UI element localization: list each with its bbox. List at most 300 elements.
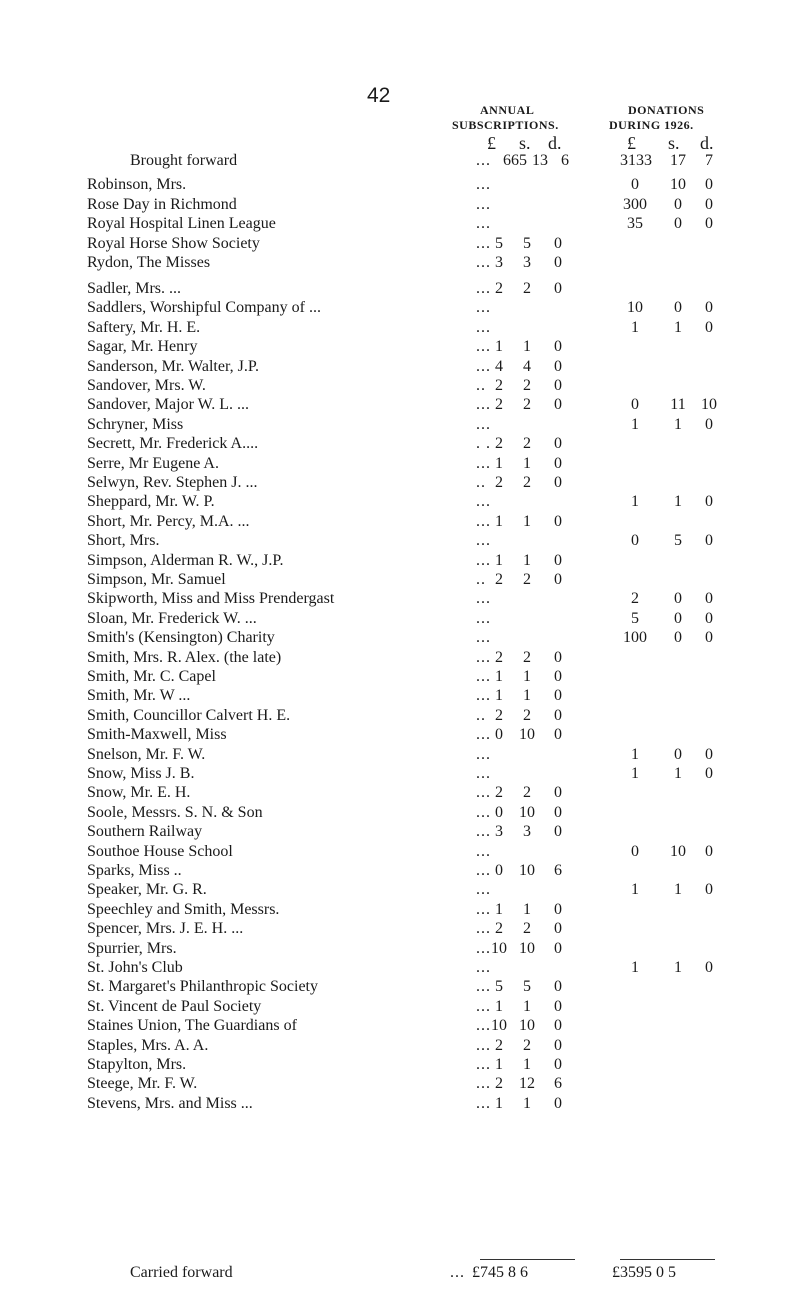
annual-pence: 0 [554, 512, 562, 530]
list-item [0, 1056, 800, 1076]
subscriber-name: Sandover, Mrs. W. [87, 377, 206, 394]
leader-dots: ... [476, 215, 491, 232]
annual-pence: 6 [554, 1075, 562, 1093]
annual-pounds: 0 [495, 862, 503, 879]
subscriber-name: Smith, Mr. C. Capel [87, 668, 216, 685]
subscriber-name: Southoe House School [87, 842, 233, 860]
annual-shillings: 1 [523, 1056, 531, 1073]
subscriber-name: Sandover, Major W. L. ... [87, 396, 250, 414]
leader-dots: ... [476, 152, 491, 169]
donation-pence: 0 [705, 745, 713, 763]
leader-dots: . . [476, 435, 491, 453]
annual-pence: 0 [554, 939, 562, 957]
list-item [0, 254, 800, 274]
annual-pence: 0 [554, 706, 562, 724]
list-item [0, 1075, 800, 1095]
list-item [0, 532, 800, 552]
list-item [0, 1037, 800, 1057]
annual-shillings: 10 [519, 1017, 535, 1035]
donation-pence: 0 [705, 629, 713, 647]
annual-pence: 0 [554, 357, 562, 375]
annual-pence: 0 [554, 280, 562, 297]
donation-pounds: 0 [631, 532, 639, 550]
annual-pence: 0 [554, 377, 562, 394]
annual-pounds: 2 [495, 920, 503, 938]
leader-dots: ... [476, 176, 491, 193]
annual-pounds: 2 [495, 706, 503, 724]
donation-pence: 0 [705, 299, 713, 317]
annual-pounds: 0 [495, 803, 503, 821]
subscriber-name: Sanderson, Mr. Walter, J.P. [87, 357, 259, 375]
list-item [0, 843, 800, 863]
list-item [0, 804, 800, 824]
annual-pound-header: £ [487, 133, 496, 153]
list-item [0, 746, 800, 766]
subscriber-name: Snelson, Mr. F. W. [87, 745, 206, 763]
annual-shillings: 2 [523, 571, 531, 588]
leader-dots: ... [476, 280, 491, 297]
subscriber-name: Skipworth, Miss and Miss Prendergast [87, 590, 335, 608]
annual-pence: 0 [554, 920, 562, 938]
carried-forward-label: Carried forward [130, 1264, 233, 1281]
donation-pence: 0 [705, 493, 713, 511]
donations-pound-header: £ [627, 133, 636, 153]
leader-dots: ... [476, 1094, 491, 1112]
annual-shillings: 13 [532, 152, 548, 169]
annual-pence: 0 [554, 784, 562, 802]
donation-shillings: 11 [670, 396, 686, 414]
leader-dots: ... [476, 726, 491, 744]
list-item [0, 687, 800, 707]
annual-shillings: 1 [523, 551, 531, 569]
leader-dots: ... [476, 687, 491, 705]
annual-pence: 0 [554, 900, 562, 918]
donation-pounds: 100 [623, 629, 647, 647]
annual-pounds: 2 [495, 377, 503, 394]
donation-shillings: 0 [674, 629, 682, 647]
annual-pounds: 2 [495, 435, 503, 453]
annual-pence: 0 [554, 1094, 562, 1112]
annual-pence: 0 [554, 1056, 562, 1073]
list-item [0, 474, 800, 494]
annual-pence: 6 [554, 862, 562, 879]
donation-shillings: 0 [674, 609, 682, 627]
leader-dots: ... [476, 842, 491, 860]
page-number: 42 [367, 84, 391, 107]
subscriber-name: Snow, Mr. E. H. [87, 784, 191, 802]
annual-pounds: 3 [495, 254, 503, 271]
list-item [0, 901, 800, 921]
annual-pence: 0 [554, 997, 562, 1015]
donation-pounds: 1 [631, 493, 639, 511]
subscriber-name: Stevens, Mrs. and Miss ... [87, 1094, 253, 1112]
subscriber-name: Short, Mr. Percy, M.A. ... [87, 512, 250, 530]
list-item [0, 784, 800, 804]
annual-pounds: 1 [495, 454, 503, 472]
annual-shilling-header: s. [519, 133, 531, 153]
annual-shillings: 1 [523, 668, 531, 685]
donation-pence: 0 [705, 532, 713, 550]
subscriber-name: Simpson, Alderman R. W., J.P. [87, 551, 284, 569]
annual-pounds: 3 [495, 823, 503, 841]
subscriber-name: Smith, Mr. W ... [87, 687, 191, 705]
subscriber-name: Sadler, Mrs. ... [87, 280, 182, 297]
donation-pounds: 1 [631, 745, 639, 763]
donation-shillings: 5 [674, 532, 682, 550]
leader-dots: ... [476, 648, 491, 666]
donation-pence: 7 [705, 152, 713, 169]
leader-dots: ... [476, 1075, 491, 1093]
subscriber-name: Selwyn, Rev. Stephen J. ... [87, 474, 258, 491]
donation-pounds: 10 [627, 299, 643, 317]
leader-dots: ... [476, 881, 491, 899]
annual-pounds: 1 [495, 1094, 503, 1112]
annual-shillings: 2 [523, 706, 531, 724]
annual-pence: 0 [554, 1017, 562, 1035]
annual-pounds: 665 [503, 152, 527, 169]
leader-dots: ... [476, 1056, 491, 1073]
leader-dots: ... [476, 920, 491, 938]
annual-pence: 0 [554, 1036, 562, 1054]
annual-pounds: 2 [495, 396, 503, 414]
donation-pounds: 0 [631, 176, 639, 193]
annual-shillings: 2 [523, 648, 531, 666]
leader-dots: ... [476, 629, 491, 647]
annual-shillings: 1 [523, 338, 531, 356]
annual-pounds: 1 [495, 551, 503, 569]
leader-dots: ... [476, 1017, 491, 1035]
list-item [0, 358, 800, 378]
list-item [0, 978, 800, 998]
donation-pence: 0 [705, 881, 713, 899]
leader-dots: ... [476, 803, 491, 821]
list-item [0, 590, 800, 610]
list-item [0, 707, 800, 727]
list-item [0, 668, 800, 688]
subscriber-name: St. Vincent de Paul Society [87, 997, 262, 1015]
subscriber-name: Speechley and Smith, Messrs. [87, 900, 280, 918]
donation-shillings: 1 [674, 493, 682, 511]
list-item [0, 881, 800, 901]
annual-shillings: 2 [523, 1036, 531, 1054]
subscriber-name: Spurrier, Mrs. [87, 939, 177, 957]
subscriber-name: Sheppard, Mr. W. P. [87, 493, 215, 511]
donation-pence: 0 [705, 765, 713, 782]
donation-shillings: 10 [670, 176, 686, 193]
annual-pence: 0 [554, 454, 562, 472]
leader-dots: ... [476, 939, 491, 957]
donation-pounds: 0 [631, 842, 639, 860]
annual-pence: 0 [554, 726, 562, 744]
list-item [0, 319, 800, 339]
leader-dots: .. [476, 571, 486, 588]
leader-dots: ... [476, 862, 491, 879]
brought-forward-label: Brought forward [130, 152, 238, 169]
leader-dots: .. [476, 377, 486, 394]
leader-dots: ... [476, 512, 491, 530]
leader-dots: ... [476, 1036, 491, 1054]
subscriber-name: Staines Union, The Guardians of [87, 1017, 297, 1035]
list-item [0, 998, 800, 1018]
annual-pence: 0 [554, 803, 562, 821]
list-item [0, 280, 800, 300]
leader-dots: ... [476, 765, 491, 782]
leader-dots: ... [476, 823, 491, 841]
annual-shillings: 10 [519, 939, 535, 957]
annual-pounds: 0 [495, 726, 503, 744]
list-item [0, 940, 800, 960]
list-item [0, 823, 800, 843]
donations-total: £3595 0 5 [612, 1264, 676, 1281]
subscriber-name: Soole, Messrs. S. N. & Son [87, 803, 263, 821]
list-item [0, 513, 800, 533]
donation-pounds: 300 [623, 195, 647, 213]
donation-pounds: 3133 [620, 152, 652, 169]
list-item [0, 435, 800, 455]
donation-pence: 0 [705, 842, 713, 860]
annual-pounds: 1 [495, 512, 503, 530]
annual-pence: 0 [554, 254, 562, 271]
subscriber-name: Steege, Mr. F. W. [87, 1075, 198, 1093]
annual-pounds: 1 [495, 900, 503, 918]
annual-pounds: 1 [495, 997, 503, 1015]
annual-pounds: 10 [491, 1017, 507, 1035]
annual-pence: 0 [554, 668, 562, 685]
donation-pence: 10 [701, 396, 717, 414]
subscriber-name: Speaker, Mr. G. R. [87, 881, 207, 899]
donation-pounds: 1 [631, 318, 639, 336]
annual-pence: 0 [554, 571, 562, 588]
donation-pence: 0 [705, 176, 713, 193]
carried-forward-row [0, 1264, 800, 1284]
annual-pounds: 1 [495, 338, 503, 356]
annual-pence: 0 [554, 978, 562, 996]
list-item [0, 299, 800, 319]
subscriber-name: Smith, Mrs. R. Alex. (the late) [87, 648, 282, 666]
subscriber-name: Sloan, Mr. Frederick W. ... [87, 609, 257, 627]
leader-dots: ... [476, 318, 491, 336]
donations-shilling-header: s. [668, 133, 680, 153]
annual-pounds: 2 [495, 280, 503, 297]
leader-dots: ... [476, 784, 491, 802]
list-item [0, 235, 800, 255]
annual-pence: 0 [554, 823, 562, 841]
leader-dots: ... [476, 254, 491, 271]
annual-pounds: 10 [491, 939, 507, 957]
annual-pounds: 2 [495, 648, 503, 666]
leader-dots: ... [476, 195, 491, 213]
annual-pence: 0 [554, 687, 562, 705]
annual-pounds: 1 [495, 1056, 503, 1073]
annual-shillings: 12 [519, 1075, 535, 1093]
annual-pounds: 2 [495, 784, 503, 802]
annual-shillings: 2 [523, 435, 531, 453]
annual-shillings: 2 [523, 377, 531, 394]
leader-dots: ... [476, 532, 491, 550]
list-item [0, 552, 800, 572]
donation-shillings: 0 [674, 215, 682, 232]
list-item [0, 215, 800, 235]
list-item [0, 571, 800, 591]
subscriber-name: Saddlers, Worshipful Company of ... [87, 299, 321, 317]
leader-dots: ... [476, 551, 491, 569]
leader-dots: .. [476, 706, 486, 724]
leader-dots: ... [476, 415, 491, 433]
leader-dots: ... [476, 609, 491, 627]
leader-dots: ... [476, 338, 491, 356]
leader-dots: ... [476, 590, 491, 608]
leader-dots: ... [476, 357, 491, 375]
list-item [0, 196, 800, 216]
leader-dots: ... [476, 959, 491, 976]
donations-total-rule [620, 1259, 715, 1260]
subscriber-name: Snow, Miss J. B. [87, 765, 195, 782]
donation-pounds: 2 [631, 590, 639, 608]
leader-dots: .. [476, 474, 486, 491]
list-item [0, 610, 800, 630]
subscriber-name: Simpson, Mr. Samuel [87, 571, 226, 588]
annual-shillings: 10 [519, 726, 535, 744]
list-item [0, 396, 800, 416]
annual-shillings: 1 [523, 1094, 531, 1112]
annual-pence: 0 [554, 551, 562, 569]
brought-forward-row [0, 152, 800, 172]
leader-dots: ... [476, 978, 491, 996]
list-item [0, 455, 800, 475]
list-item [0, 377, 800, 397]
leader-dots: ... [476, 668, 491, 685]
leader-dots: ... [450, 1264, 465, 1281]
donation-pounds: 5 [631, 609, 639, 627]
leader-dots: ... [476, 234, 491, 252]
annual-pence: 6 [561, 152, 569, 169]
donation-pence: 0 [705, 590, 713, 608]
donation-shillings: 1 [674, 959, 682, 976]
leader-dots: ... [476, 396, 491, 414]
header-subscriptions: SUBSCRIPTIONS. [452, 118, 559, 132]
donation-shillings: 0 [674, 299, 682, 317]
donation-shillings: 10 [670, 842, 686, 860]
subscriber-name: Serre, Mr Eugene A. [87, 454, 219, 472]
donation-shillings: 0 [674, 195, 682, 213]
annual-shillings: 1 [523, 687, 531, 705]
donation-pounds: 1 [631, 959, 639, 976]
annual-pence-header: d. [548, 133, 562, 153]
annual-pounds: 2 [495, 1075, 503, 1093]
subscriber-name: Royal Hospital Linen League [87, 215, 276, 232]
list-item [0, 1017, 800, 1037]
leader-dots: ... [476, 997, 491, 1015]
donation-shillings: 1 [674, 415, 682, 433]
annual-pence: 0 [554, 474, 562, 491]
donations-pence-header: d. [700, 133, 714, 153]
annual-shillings: 5 [523, 978, 531, 996]
list-item [0, 765, 800, 785]
donation-pence: 0 [705, 415, 713, 433]
annual-shillings: 3 [523, 254, 531, 271]
donation-pence: 0 [705, 215, 713, 232]
subscriber-name: Rose Day in Richmond [87, 195, 237, 213]
annual-pounds: 2 [495, 571, 503, 588]
leader-dots: ... [476, 900, 491, 918]
list-item [0, 862, 800, 882]
header-donations: DONATIONS [628, 103, 705, 117]
donation-pence: 0 [705, 959, 713, 976]
donation-shillings: 1 [674, 881, 682, 899]
donation-shillings: 1 [674, 318, 682, 336]
subscriber-name: Sparks, Miss .. [87, 862, 182, 879]
list-item [0, 726, 800, 746]
annual-shillings: 1 [523, 512, 531, 530]
annual-pence: 0 [554, 435, 562, 453]
list-item [0, 176, 800, 196]
header-during-1926: DURING 1926. [609, 118, 694, 132]
subscriber-name: Saftery, Mr. H. E. [87, 318, 201, 336]
subscriber-name: Rydon, The Misses [87, 254, 211, 271]
annual-shillings: 2 [523, 784, 531, 802]
list-item [0, 629, 800, 649]
annual-pounds: 1 [495, 687, 503, 705]
subscriber-name: Stapylton, Mrs. [87, 1056, 187, 1073]
leader-dots: ... [476, 493, 491, 511]
subscriber-name: St. John's Club [87, 959, 183, 976]
subscriber-name: St. Margaret's Philanthropic Society [87, 978, 318, 996]
annual-shillings: 1 [523, 454, 531, 472]
donation-shillings: 17 [670, 152, 686, 169]
annual-shillings: 2 [523, 474, 531, 491]
subscriber-name: Robinson, Mrs. [87, 176, 187, 193]
annual-pounds: 2 [495, 474, 503, 491]
annual-pence: 0 [554, 234, 562, 252]
list-item [0, 959, 800, 979]
annual-pounds: 4 [495, 357, 503, 375]
annual-pounds: 5 [495, 234, 503, 252]
leader-dots: ... [476, 454, 491, 472]
annual-pence: 0 [554, 648, 562, 666]
subscriber-name: Short, Mrs. [87, 532, 160, 550]
subscriber-name: Southern Railway [87, 823, 203, 841]
donation-pounds: 0 [631, 396, 639, 414]
subscriber-name: Spencer, Mrs. J. E. H. ... [87, 920, 244, 938]
donation-pounds: 1 [631, 765, 639, 782]
header-annual: ANNUAL [480, 103, 535, 117]
annual-total: £745 8 6 [472, 1264, 528, 1281]
annual-pence: 0 [554, 396, 562, 414]
annual-pounds: 1 [495, 668, 503, 685]
list-item [0, 338, 800, 358]
annual-shillings: 2 [523, 920, 531, 938]
annual-shillings: 2 [523, 280, 531, 297]
annual-pounds: 5 [495, 978, 503, 996]
donation-shillings: 0 [674, 745, 682, 763]
donation-pence: 0 [705, 195, 713, 213]
annual-shillings: 3 [523, 823, 531, 841]
list-item [0, 416, 800, 436]
donation-shillings: 1 [674, 765, 682, 782]
donation-pounds: 1 [631, 415, 639, 433]
donation-pounds: 35 [627, 215, 643, 232]
leader-dots: ... [476, 299, 491, 317]
list-item [0, 649, 800, 669]
annual-shillings: 1 [523, 997, 531, 1015]
subscriber-name: Staples, Mrs. A. A. [87, 1036, 209, 1054]
annual-shillings: 4 [523, 357, 531, 375]
annual-shillings: 10 [519, 862, 535, 879]
donation-pence: 0 [705, 318, 713, 336]
subscriber-name: Secrett, Mr. Frederick A.... [87, 435, 259, 453]
subscriber-name: Schryner, Miss [87, 415, 184, 433]
subscriber-name: Royal Horse Show Society [87, 234, 260, 252]
